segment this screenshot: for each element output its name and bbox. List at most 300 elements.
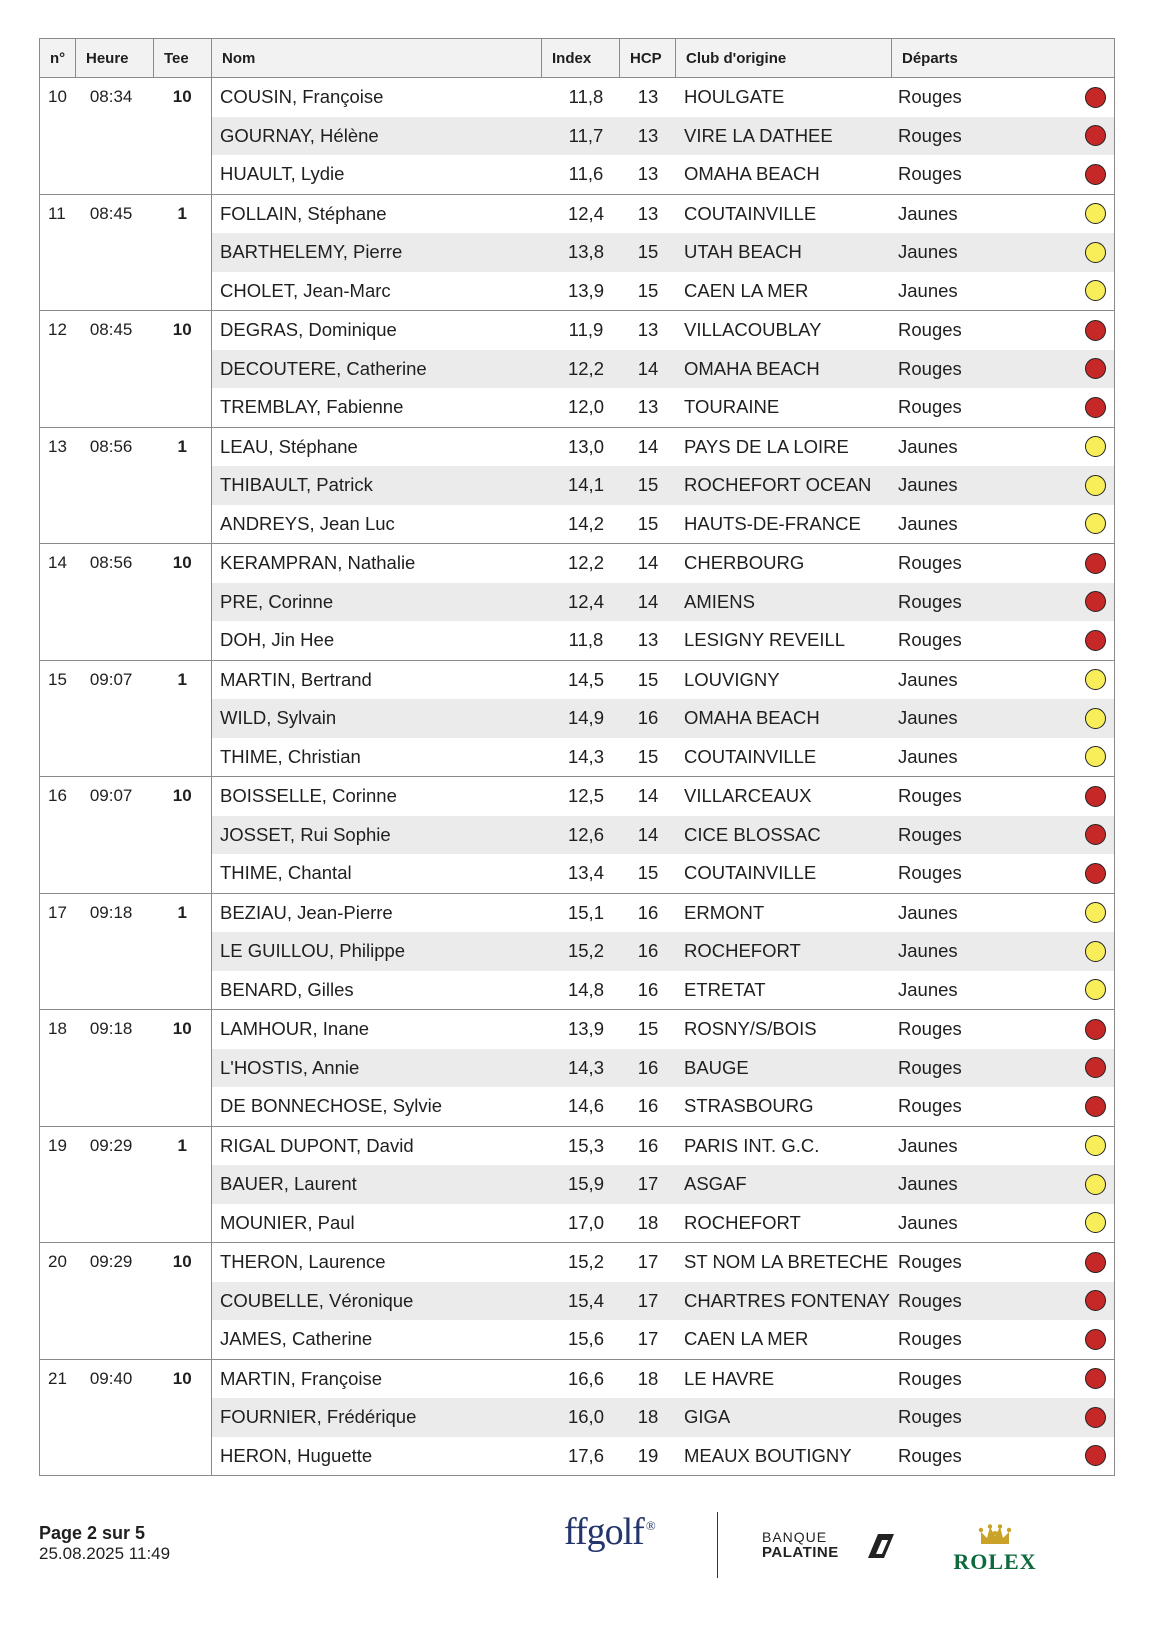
group-number: 18 [48,1019,67,1038]
player-club: PAYS DE LA LOIRE [684,435,849,457]
tee-color-dot-icon [1085,164,1106,185]
depart-label: Jaunes [898,901,958,923]
player-hcp: 18 [637,1211,659,1233]
depart-label: Jaunes [898,202,958,224]
depart-label: Jaunes [898,668,958,690]
player-hcp: 17 [637,1173,659,1195]
player-hcp: 15 [637,1018,659,1040]
player-name: COUSIN, Françoise [220,86,384,108]
player-depart [892,862,1114,884]
player-club: CAEN LA MER [684,279,809,301]
tee-color-dot-icon [1085,358,1106,379]
player-name: THERON, Laurence [220,1251,386,1273]
depart-label: Rouges [898,1328,962,1350]
tee-color-dot-icon [1085,513,1106,534]
player-depart [892,1328,1114,1350]
player-depart [892,86,1114,108]
player-row [212,932,1114,971]
player-index: 16,6 [567,1367,604,1389]
player-depart [892,746,1114,768]
tee-color-dot-icon [1085,320,1106,341]
player-hcp: 14 [637,785,659,807]
player-hcp: 16 [637,707,659,729]
group-number: 20 [48,1252,67,1271]
player-club: OMAHA BEACH [684,707,820,729]
group-tee: 10 [172,1252,192,1271]
depart-label: Rouges [898,163,962,185]
group-time: 08:56 [89,553,133,572]
group-info [40,195,212,311]
player-club: HAUTS-DE-FRANCE [684,512,861,534]
player-depart [892,707,1114,729]
player-row [212,311,1114,350]
player-club: CHARTRES FONTENAY [684,1289,890,1311]
tee-group [40,777,1114,894]
ffgolf-logo-text: ffgolf [564,1511,644,1553]
player-club: CAEN LA MER [684,1328,809,1350]
player-hcp: 15 [637,862,659,884]
player-name: FOURNIER, Frédérique [220,1406,417,1428]
depart-label: Jaunes [898,1134,958,1156]
player-depart [892,979,1114,1001]
player-name: THIME, Chantal [220,862,352,884]
depart-label: Rouges [898,124,962,146]
group-time: 08:45 [89,320,133,339]
player-list [212,195,1114,311]
tee-color-dot-icon [1085,979,1106,1000]
tee-color-dot-icon [1085,1407,1106,1428]
player-row [212,1127,1114,1166]
player-index: 12,2 [567,357,604,379]
player-index: 11,8 [568,86,604,108]
tee-group [40,661,1114,778]
player-club: GIGA [684,1406,731,1428]
player-index: 11,9 [568,319,604,341]
player-row [212,155,1114,194]
tee-color-dot-icon [1085,553,1106,574]
group-tee: 10 [172,320,192,339]
player-row [212,388,1114,427]
group-info [40,777,212,893]
player-name: LEAU, Stéphane [220,435,358,457]
player-row [212,272,1114,311]
player-depart [892,474,1114,496]
player-hcp: 16 [637,1056,659,1078]
player-row [212,1204,1114,1243]
tee-color-dot-icon [1085,125,1106,146]
player-row [212,1437,1114,1476]
player-hcp: 16 [637,1095,659,1117]
player-row [212,1360,1114,1399]
depart-label: Jaunes [898,1173,958,1195]
player-row [212,195,1114,234]
player-depart [892,1212,1114,1234]
player-depart [892,396,1114,418]
player-name: LE GUILLOU, Philippe [220,940,406,962]
player-list [212,1360,1114,1476]
player-index: 14,2 [567,512,604,534]
player-index: 14,3 [567,745,604,767]
group-tee: 10 [172,553,192,572]
player-depart [892,125,1114,147]
player-club: VILLACOUBLAY [684,319,822,341]
player-depart [892,1445,1114,1467]
player-hcp: 13 [637,202,659,224]
palatine-emblem-icon [862,1530,896,1560]
group-time: 09:40 [89,1368,133,1388]
player-depart [892,940,1114,962]
player-index: 13,0 [567,435,604,457]
group-number: 17 [48,902,67,922]
player-index: 15,2 [567,940,604,962]
player-hcp: 13 [637,163,659,185]
header-hcp: HCP [620,39,676,77]
player-name: JAMES, Catherine [220,1328,373,1350]
depart-label: Jaunes [898,279,958,301]
tee-color-dot-icon [1085,475,1106,496]
player-list [212,78,1114,194]
depart-label: Rouges [898,396,962,418]
player-depart [892,1057,1114,1079]
player-club: AMIENS [684,590,755,612]
player-depart [892,1406,1114,1428]
player-name: GOURNAY, Hélène [220,124,379,146]
player-row [212,971,1114,1010]
player-name: THIME, Christian [220,745,361,767]
player-row [212,117,1114,156]
player-club: MEAUX BOUTIGNY [684,1444,852,1466]
page-footer [39,1523,170,1564]
player-row [212,428,1114,467]
player-name: FOLLAIN, Stéphane [220,202,387,224]
tee-group [40,1243,1114,1360]
depart-label: Rouges [898,357,962,379]
player-row [212,894,1114,933]
player-hcp: 14 [637,435,659,457]
player-hcp: 16 [637,978,659,1000]
player-row [212,78,1114,117]
player-hcp: 16 [637,1134,659,1156]
player-name: MARTIN, Bertrand [220,668,372,690]
depart-label: Rouges [898,785,962,807]
tee-group [40,1127,1114,1244]
depart-label: Rouges [898,862,962,884]
tee-color-dot-icon [1085,786,1106,807]
tee-color-dot-icon [1085,824,1106,845]
player-club: COUTAINVILLE [684,202,817,224]
player-index: 14,9 [567,707,604,729]
group-tee: 1 [177,1135,187,1155]
tee-color-dot-icon [1085,1174,1106,1195]
player-index: 14,1 [567,474,604,496]
player-index: 15,3 [567,1134,604,1156]
tee-color-dot-icon [1085,902,1106,923]
player-depart [892,1368,1114,1390]
player-hcp: 17 [637,1289,659,1311]
player-hcp: 14 [637,590,659,612]
tee-color-dot-icon [1085,1135,1106,1156]
player-club: COUTAINVILLE [684,745,817,767]
player-club: CHERBOURG [684,552,805,574]
player-hcp: 19 [637,1444,659,1466]
player-hcp: 14 [637,552,659,574]
player-index: 12,6 [567,823,604,845]
player-hcp: 13 [637,86,659,108]
player-name: RIGAL DUPONT, David [220,1134,414,1156]
player-depart [892,203,1114,225]
player-hcp: 13 [637,396,659,418]
player-depart [892,436,1114,458]
header-name: Nom [212,39,542,77]
group-time: 08:34 [89,87,133,106]
player-club: LOUVIGNY [684,668,780,690]
group-number: 21 [48,1368,67,1388]
group-number: 13 [48,436,67,456]
player-index: 13,8 [567,241,604,263]
player-club: ASGAF [684,1173,747,1195]
player-hcp: 13 [637,319,659,341]
player-hcp: 17 [637,1251,659,1273]
tee-color-dot-icon [1085,669,1106,690]
player-index: 14,6 [567,1095,604,1117]
player-row [212,583,1114,622]
group-number: 15 [48,669,67,689]
player-row [212,1049,1114,1088]
player-row [212,1320,1114,1359]
player-row [212,738,1114,777]
group-tee: 1 [177,436,187,456]
player-club: OMAHA BEACH [684,357,820,379]
logo-divider [717,1512,718,1578]
player-index: 11,7 [568,124,604,146]
player-depart [892,163,1114,185]
player-row [212,777,1114,816]
player-hcp: 13 [637,124,659,146]
player-list [212,428,1114,544]
group-tee: 1 [177,203,187,223]
tee-color-dot-icon [1085,630,1106,651]
player-club: COUTAINVILLE [684,862,817,884]
depart-label: Rouges [898,590,962,612]
player-name: DE BONNECHOSE, Sylvie [220,1095,443,1117]
player-index: 11,6 [568,163,604,185]
player-name: L'HOSTIS, Annie [220,1056,360,1078]
player-name: CHOLET, Jean-Marc [220,279,391,301]
player-index: 12,0 [567,396,604,418]
group-time: 09:07 [89,786,133,805]
group-tee: 10 [172,1368,192,1388]
group-info [40,661,212,777]
print-datetime: 25.08.2025 11:49 [39,1544,171,1563]
group-tee: 1 [177,902,187,922]
depart-label: Jaunes [898,745,958,767]
player-depart [892,280,1114,302]
player-name: ANDREYS, Jean Luc [220,512,395,534]
header-club: Club d'origine [676,39,892,77]
group-time: 08:56 [89,436,133,456]
tee-color-dot-icon [1085,1290,1106,1311]
tee-color-dot-icon [1085,1057,1106,1078]
player-name: MARTIN, Françoise [220,1367,383,1389]
player-list [212,1010,1114,1126]
player-name: MOUNIER, Paul [220,1211,355,1233]
player-hcp: 18 [637,1367,659,1389]
ffgolf-logo [564,1510,655,1554]
tee-color-dot-icon [1085,1445,1106,1466]
group-info [40,428,212,544]
player-name: HUAULT, Lydie [220,163,345,185]
player-hcp: 14 [637,823,659,845]
player-depart [892,552,1114,574]
depart-label: Jaunes [898,940,958,962]
player-name: DECOUTERE, Catherine [220,357,427,379]
player-name: BEZIAU, Jean-Pierre [220,901,393,923]
group-info [40,1360,212,1476]
player-club: BAUGE [684,1056,749,1078]
player-row [212,1398,1114,1437]
player-list [212,661,1114,777]
group-tee: 1 [177,669,187,689]
player-depart [892,319,1114,341]
player-row [212,699,1114,738]
player-index: 17,6 [567,1444,604,1466]
player-hcp: 15 [637,668,659,690]
player-index: 12,4 [567,590,604,612]
player-list [212,894,1114,1010]
player-row [212,621,1114,660]
player-club: PARIS INT. G.C. [684,1134,820,1156]
depart-label: Rouges [898,319,962,341]
tee-color-dot-icon [1085,1096,1106,1117]
player-index: 15,4 [567,1289,604,1311]
player-name: WILD, Sylvain [220,707,337,729]
player-list [212,1243,1114,1359]
player-hcp: 15 [637,279,659,301]
player-club: TOURAINE [684,396,780,418]
player-hcp: 15 [637,745,659,767]
player-depart [892,1290,1114,1312]
player-depart [892,1135,1114,1157]
player-name: JOSSET, Rui Sophie [220,823,391,845]
player-hcp: 17 [637,1328,659,1350]
player-name: BARTHELEMY, Pierre [220,241,403,263]
player-club: ROCHEFORT [684,1211,801,1233]
tee-color-dot-icon [1085,1212,1106,1233]
player-name: PRE, Corinne [220,590,334,612]
player-club: OMAHA BEACH [684,163,820,185]
player-row [212,544,1114,583]
player-name: BAUER, Laurent [220,1173,357,1195]
player-list [212,777,1114,893]
tee-color-dot-icon [1085,397,1106,418]
tee-color-dot-icon [1085,863,1106,884]
header-tee: Tee [154,39,212,77]
player-index: 15,1 [567,901,604,923]
depart-label: Rouges [898,1095,962,1117]
group-tee: 10 [172,87,192,106]
group-number: 19 [48,1135,67,1155]
player-index: 14,3 [567,1056,604,1078]
player-club: LE HAVRE [684,1367,775,1389]
player-club: STRASBOURG [684,1095,814,1117]
tee-group [40,1360,1114,1476]
depart-label: Rouges [898,823,962,845]
player-depart [892,591,1114,613]
player-row [212,505,1114,544]
player-depart [892,824,1114,846]
rolex-logo-text: ROLEX [953,1549,1037,1574]
tee-color-dot-icon [1085,1252,1106,1273]
player-index: 16,0 [567,1406,604,1428]
depart-label: Rouges [898,1289,962,1311]
player-list [212,1127,1114,1243]
player-row [212,1010,1114,1049]
tee-group [40,544,1114,661]
player-index: 14,8 [567,978,604,1000]
player-row [212,816,1114,855]
player-name: BENARD, Gilles [220,978,354,1000]
player-hcp: 16 [637,901,659,923]
player-club: UTAH BEACH [684,241,802,263]
depart-label: Rouges [898,1018,962,1040]
player-club: ERMONT [684,901,765,923]
depart-label: Rouges [898,1056,962,1078]
tee-color-dot-icon [1085,708,1106,729]
player-index: 15,9 [567,1173,604,1195]
group-number: 12 [48,320,67,339]
tee-color-dot-icon [1085,436,1106,457]
player-name: TREMBLAY, Fabienne [220,396,404,418]
page-number: Page 2 sur 5 [39,1523,146,1543]
header-time: Heure [76,39,154,77]
group-number: 11 [48,203,66,223]
player-name: HERON, Huguette [220,1444,373,1466]
player-hcp: 13 [637,629,659,651]
player-row [212,661,1114,700]
player-name: THIBAULT, Patrick [220,474,373,496]
tee-group [40,195,1114,312]
player-depart [892,241,1114,263]
tee-color-dot-icon [1085,1019,1106,1040]
group-info [40,78,212,194]
tee-color-dot-icon [1085,203,1106,224]
player-club: HOULGATE [684,86,785,108]
player-name: COUBELLE, Véronique [220,1289,414,1311]
player-depart [892,1095,1114,1117]
depart-label: Jaunes [898,707,958,729]
header-departs: Départs [902,49,958,67]
depart-label: Rouges [898,629,962,651]
group-info [40,1010,212,1126]
player-row [212,233,1114,272]
rolex-logo [950,1524,1040,1575]
player-hcp: 15 [637,512,659,534]
tee-group [40,78,1114,195]
groups-container [40,78,1114,1475]
banque-logo-line1: BANQUE [762,1529,828,1545]
player-club: LESIGNY REVEILL [684,629,846,651]
group-tee: 10 [172,1019,192,1038]
tee-group [40,894,1114,1011]
depart-label: Rouges [898,552,962,574]
player-name: BOISSELLE, Corinne [220,785,397,807]
player-depart [892,1018,1114,1040]
group-info [40,544,212,660]
group-info [40,311,212,427]
registered-icon: ® [645,1518,655,1534]
table-header [40,39,1114,78]
player-depart [892,1173,1114,1195]
